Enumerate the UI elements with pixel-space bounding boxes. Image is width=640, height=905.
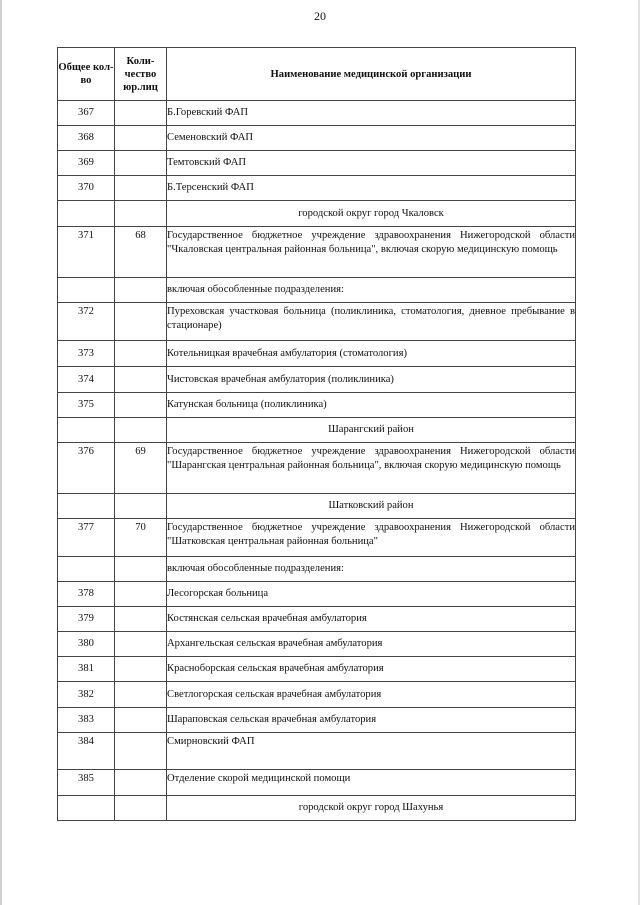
row-number [58, 418, 115, 443]
row-count [115, 733, 167, 770]
row-count: 68 [115, 227, 167, 278]
table-row [58, 607, 576, 632]
row-number: 383 [58, 708, 115, 733]
row-note: включая обособленные подразделения: [167, 557, 576, 582]
row-number [58, 494, 115, 519]
row-number: 376 [58, 443, 115, 494]
note-row [58, 278, 576, 303]
section-title: Шарангский район [167, 418, 576, 443]
scan-edge-left [0, 0, 2, 905]
row-number: 370 [58, 176, 115, 201]
row-name: Пуреховская участковая больница (поликлиника, стоматология, дневное пребывание в стационаре) [167, 303, 576, 341]
row-number: 380 [58, 632, 115, 657]
row-name: Красноборская сельская врачебная амбулатория [167, 657, 576, 682]
table-row [58, 443, 576, 494]
row-name: Государственное бюджетное учреждение здравоохранения Нижегородской области "Шатковская центральная районная больница" [167, 519, 576, 557]
section-title: Шатковский район [167, 494, 576, 519]
row-count [115, 393, 167, 418]
row-count [115, 151, 167, 176]
row-note: включая обособленные подразделения: [167, 278, 576, 303]
row-name: Котельницкая врачебная амбулатория (стоматология) [167, 341, 576, 367]
row-number: 371 [58, 227, 115, 278]
table-row [58, 341, 576, 367]
table-row [58, 733, 576, 770]
row-number: 381 [58, 657, 115, 682]
row-name: Семеновский ФАП [167, 126, 576, 151]
row-count [115, 708, 167, 733]
row-name: Светлогорская сельская врачебная амбулатория [167, 682, 576, 708]
header-total: Общее кол-во [58, 48, 115, 101]
table-row [58, 367, 576, 393]
row-number: 367 [58, 101, 115, 126]
row-number [58, 796, 115, 821]
row-count [115, 657, 167, 682]
header-count: Коли-чество юр.лиц [115, 48, 167, 101]
row-name: Б.Горевский ФАП [167, 101, 576, 126]
row-name: Темтовский ФАП [167, 151, 576, 176]
row-name: Отделение скорой медицинской помощи [167, 770, 576, 796]
row-number: 374 [58, 367, 115, 393]
row-count [115, 418, 167, 443]
section-row [58, 201, 576, 227]
row-number: 377 [58, 519, 115, 557]
section-title: городской округ город Чкаловск [167, 201, 576, 227]
row-name: Государственное бюджетное учреждение здравоохранения Нижегородской области "Чкаловская центральная районная больница", включая скорую медицинскую помощь [167, 227, 576, 278]
note-row [58, 557, 576, 582]
row-count [115, 303, 167, 341]
row-number: 384 [58, 733, 115, 770]
table-row [58, 176, 576, 201]
row-number: 379 [58, 607, 115, 632]
row-count [115, 582, 167, 607]
section-row [58, 494, 576, 519]
row-name: Чистовская врачебная амбулатория (поликлиника) [167, 367, 576, 393]
row-count [115, 101, 167, 126]
table-row [58, 393, 576, 418]
table-row [58, 582, 576, 607]
row-count [115, 682, 167, 708]
row-name: Архангельская сельская врачебная амбулатория [167, 632, 576, 657]
row-name: Лесогорская больница [167, 582, 576, 607]
section-title: городской округ город Шахунья [167, 796, 576, 821]
section-row [58, 418, 576, 443]
table-row [58, 632, 576, 657]
row-count [115, 607, 167, 632]
row-name: Смирновский ФАП [167, 733, 576, 770]
table-row [58, 770, 576, 796]
row-number [58, 201, 115, 227]
row-number [58, 557, 115, 582]
row-number: 369 [58, 151, 115, 176]
row-number: 382 [58, 682, 115, 708]
row-count [115, 278, 167, 303]
table-row [58, 708, 576, 733]
row-count [115, 557, 167, 582]
row-name: Катунская больница (поликлиника) [167, 393, 576, 418]
row-name: Костянская сельская врачебная амбулатория [167, 607, 576, 632]
table-row [58, 227, 576, 278]
page-number: 20 [314, 9, 326, 23]
row-count [115, 126, 167, 151]
row-number: 368 [58, 126, 115, 151]
row-number: 373 [58, 341, 115, 367]
row-count [115, 367, 167, 393]
table-header-row [58, 48, 576, 101]
table-row [58, 151, 576, 176]
row-number [58, 278, 115, 303]
row-name: Б.Терсенский ФАП [167, 176, 576, 201]
row-count: 70 [115, 519, 167, 557]
row-name: Шараповская сельская врачебная амбулатория [167, 708, 576, 733]
table-row [58, 519, 576, 557]
header-name: Наименование медицинской организации [167, 48, 576, 101]
row-name: Государственное бюджетное учреждение здравоохранения Нижегородской области "Шарангская центральная районная больница", включая скорую медицинскую помощь [167, 443, 576, 494]
row-count: 69 [115, 443, 167, 494]
row-count [115, 796, 167, 821]
row-number: 372 [58, 303, 115, 341]
row-number: 385 [58, 770, 115, 796]
row-number: 378 [58, 582, 115, 607]
table-row [58, 303, 576, 341]
row-count [115, 770, 167, 796]
section-row [58, 796, 576, 821]
row-count [115, 176, 167, 201]
row-number: 375 [58, 393, 115, 418]
table-row [58, 657, 576, 682]
row-count [115, 494, 167, 519]
table-row [58, 126, 576, 151]
table-row [58, 101, 576, 126]
table-row [58, 682, 576, 708]
organizations-table [57, 47, 576, 821]
row-count [115, 341, 167, 367]
row-count [115, 201, 167, 227]
row-count [115, 632, 167, 657]
